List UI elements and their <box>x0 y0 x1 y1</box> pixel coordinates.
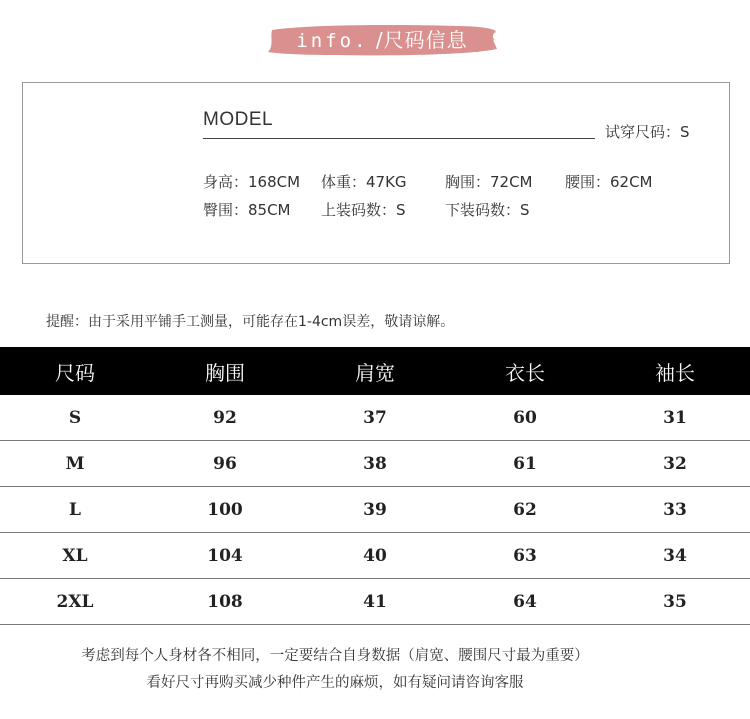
cell-length: 62 <box>513 499 537 520</box>
cell-shoulder: 41 <box>363 591 387 612</box>
cell-shoulder: 38 <box>363 453 387 474</box>
table-row <box>0 579 750 625</box>
size-table <box>0 347 750 625</box>
cell-sleeve: 34 <box>663 545 687 566</box>
cell-length: 60 <box>513 407 537 428</box>
footer-line-1: 考虑到每个人身材各不相同，一定要结合自身数据（肩宽、腰围尺寸最为重要） <box>81 648 589 664</box>
stat-top-size: 上装码数：S <box>321 201 406 219</box>
header-bust: 胸围 <box>205 360 245 385</box>
cell-size: 2XL <box>56 591 94 612</box>
model-info-box <box>22 82 730 264</box>
cell-sleeve: 32 <box>663 453 687 474</box>
stat-weight: 体重：47KG <box>321 173 407 191</box>
tryon-size: 试穿尺码：S <box>605 123 690 141</box>
header-size: 尺码 <box>55 360 95 385</box>
section-banner <box>266 22 498 58</box>
cell-sleeve: 31 <box>663 407 687 428</box>
stat-bust: 胸围：72CM <box>445 173 533 191</box>
measurement-note: 提醒：由于采用平铺手工测量，可能存在1-4cm误差，敬请谅解。 <box>46 314 455 330</box>
footer-line-2: 看好尺寸再购买减少种件产生的麻烦，如有疑问请咨询客服 <box>146 675 524 691</box>
model-title-underline <box>203 138 595 139</box>
cell-length: 63 <box>513 545 537 566</box>
cell-sleeve: 35 <box>663 591 687 612</box>
cell-bust: 96 <box>213 453 237 474</box>
header-shoulder: 肩宽 <box>355 360 395 385</box>
cell-bust: 92 <box>213 407 237 428</box>
cell-shoulder: 37 <box>363 407 387 428</box>
cell-bust: 108 <box>207 591 243 612</box>
cell-shoulder: 39 <box>363 499 387 520</box>
table-row <box>0 487 750 533</box>
cell-size: M <box>65 453 85 474</box>
table-header <box>0 347 750 395</box>
header-sleeve: 袖长 <box>655 360 695 385</box>
model-title: MODEL <box>203 109 274 130</box>
banner-title-en: info. <box>296 30 369 52</box>
stat-waist: 腰围：62CM <box>565 173 653 191</box>
cell-length: 64 <box>513 591 537 612</box>
table-row <box>0 441 750 487</box>
cell-bust: 104 <box>207 545 243 566</box>
cell-size: L <box>69 499 81 520</box>
cell-length: 61 <box>513 453 537 474</box>
cell-sleeve: 33 <box>663 499 687 520</box>
table-row <box>0 533 750 579</box>
header-length: 衣长 <box>505 360 545 385</box>
cell-size: S <box>68 407 82 428</box>
banner-slash: / <box>368 28 384 52</box>
stat-height: 身高：168CM <box>203 173 301 191</box>
stat-hip: 臀围：85CM <box>203 201 291 219</box>
stat-bottom-size: 下装码数：S <box>445 201 530 219</box>
table-row <box>0 395 750 441</box>
cell-shoulder: 40 <box>363 545 387 566</box>
banner-title <box>266 22 498 58</box>
cell-size: XL <box>62 545 88 566</box>
cell-bust: 100 <box>207 499 243 520</box>
banner-title-zh: 尺码信息 <box>383 28 468 52</box>
